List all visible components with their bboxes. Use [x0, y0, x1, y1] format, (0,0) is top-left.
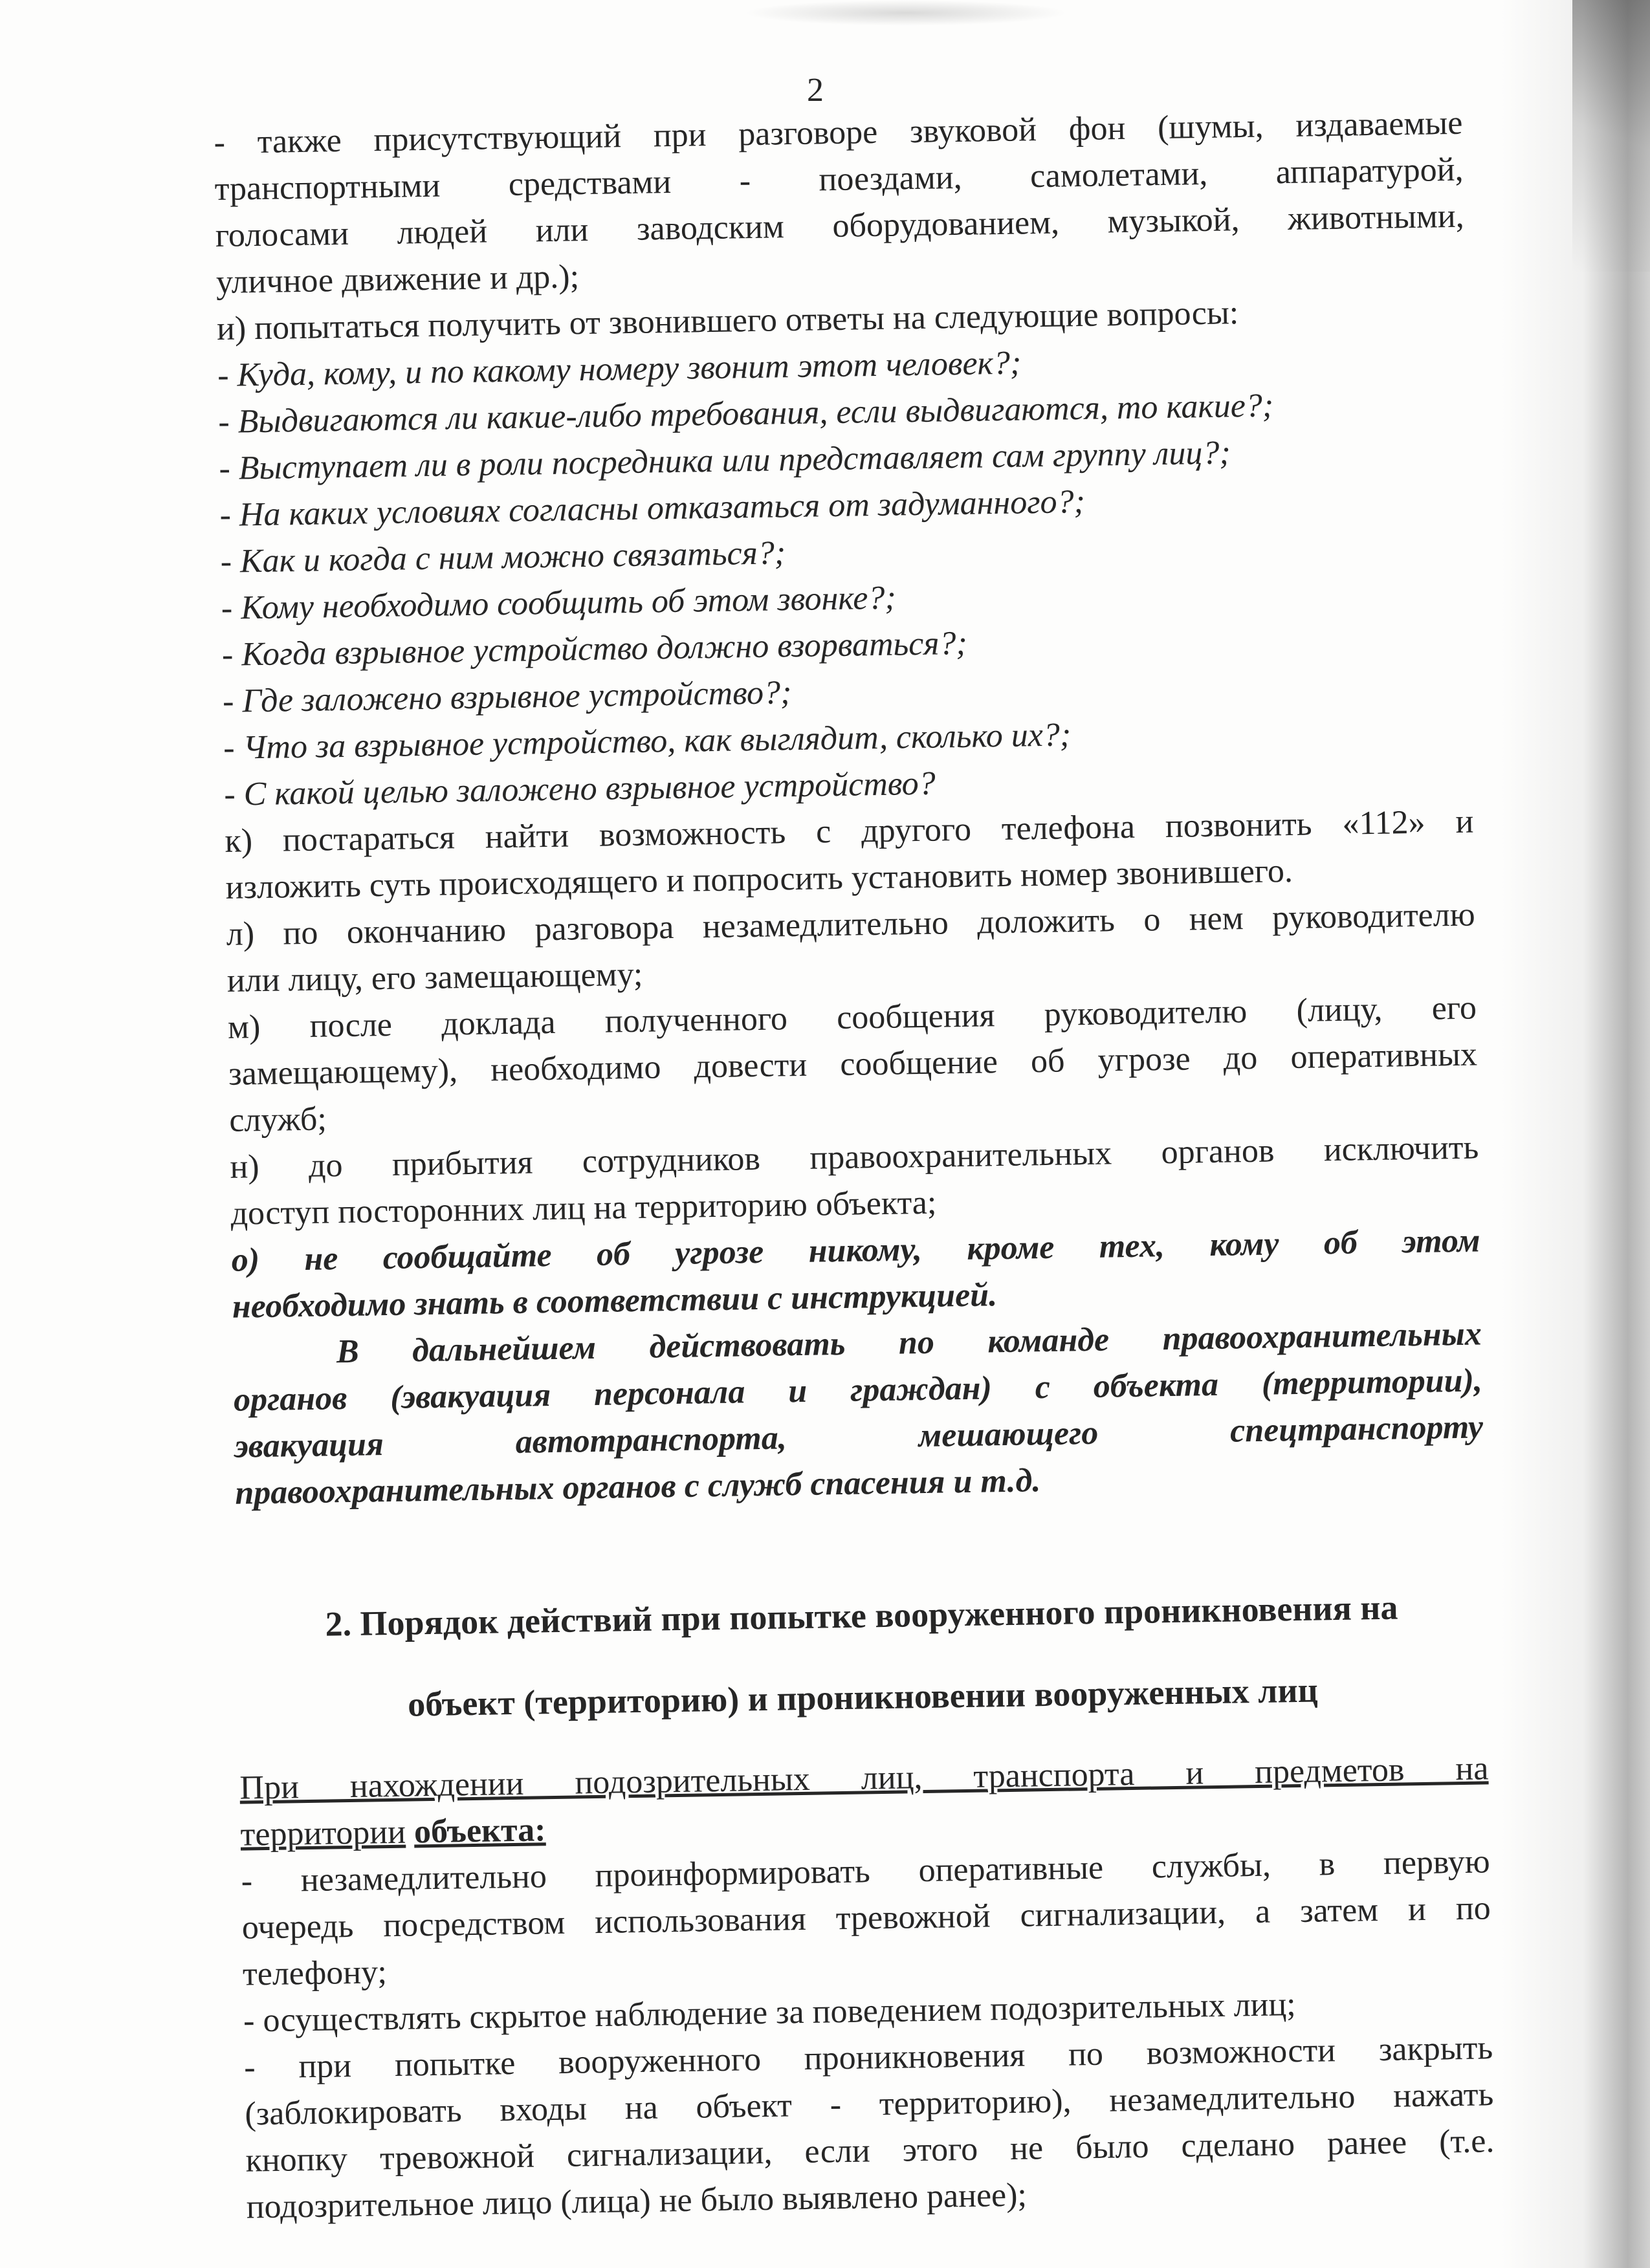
subheading-bold: объекта: — [413, 1811, 546, 1851]
question-item: - Выступает ли в роли посредника или представляет сам группу лиц?; — [219, 434, 1231, 487]
paragraph-line: эвакуация автотранспорта, мешающего спецтранспорту — [234, 1408, 1484, 1465]
paragraph-line: правоохранительных органов с служб спасения и т.д. — [234, 1462, 1041, 1512]
question-item: - Где заложено взрывное устройство?; — [222, 674, 792, 720]
section-title: объект (территорию) и проникновении вооруженных лиц — [407, 1670, 1319, 1724]
subheading-line: При нахождении подозрительных лиц, транспорта и предметов на — [239, 1750, 1489, 1807]
question-item: - Что за взрывное устройство, как выглядит, сколько их?; — [223, 716, 1072, 767]
scan-edge-shadow — [1501, 0, 1650, 2268]
text-line: н) до прибытия сотрудников правоохранительных органов исключить — [229, 1129, 1479, 1186]
question-item: - На каких условиях согласны отказаться от задуманного?; — [219, 483, 1086, 534]
text-line: - также присутствующий при разговоре звуковой фон (шумы, издаваемые — [214, 104, 1463, 161]
text-line: очередь посредством использования тревожной сигнализации, а затем и по — [241, 1890, 1491, 1946]
document-body — [214, 100, 1495, 2231]
text-line: транспортными средствами - поездами, самолетами, аппаратурой, — [214, 151, 1464, 208]
text-line: уличное движение и др.); — [215, 258, 580, 301]
text-line: м) после доклада полученного сообщения руководителю (лицу, его — [227, 989, 1477, 1046]
text-line: - при попытке вооруженного проникновения по возможности закрыть — [243, 2029, 1493, 2086]
bold-instruction-line: о) не сообщайте об угрозе никому, кроме тех, кому об этом — [231, 1222, 1480, 1279]
text-line: л) по окончанию разговора незамедлительно доложить о нем руководителю — [226, 896, 1475, 953]
text-line: - осуществлять скрытое наблюдение за поведением подозрительных лиц; — [243, 1986, 1297, 2040]
scan-edge-fold — [1572, 0, 1650, 272]
text-line: голосами людей или заводским оборудованием, музыкой, животными, — [215, 197, 1465, 254]
text-line: подозрительное лицо (лица) не было выявлено ранее); — [246, 2176, 1028, 2226]
section-title: 2. Порядок действий при попытке вооруженного проникновения на — [325, 1587, 1398, 1644]
text-line: и) попытаться получить от звонившего ответы на следующие вопросы: — [216, 294, 1239, 347]
text-line: или лицу, его замещающему; — [226, 955, 643, 999]
text-line: служб; — [228, 1100, 327, 1139]
question-item: - С какой целью заложено взрывное устройство? — [223, 765, 936, 813]
text-line: доступ посторонних лиц на территорию объекта; — [230, 1184, 937, 1232]
paragraph-line: органов (эвакуация персонала и граждан) с объекта (территории), — [233, 1362, 1483, 1419]
text-line: (заблокировать входы на объект - территорию), незамедлительно нажать — [244, 2076, 1494, 2133]
question-item: - Кому необходимо сообщить об этом звонке?; — [221, 579, 897, 627]
text-line: изложить суть происходящего и попросить установить номер звонившего. — [225, 852, 1293, 906]
text-line: телефону; — [242, 1954, 388, 1993]
question-item: - Куда, кому, и по какому номеру звонит этот человек?; — [217, 344, 1022, 394]
paragraph-line: В дальнейшем действовать по команде правоохранительных — [336, 1315, 1482, 1371]
question-item: - Когда взрывное устройство должно взорваться?; — [221, 624, 968, 673]
text-line: к) постараться найти возможность с другого телефона позвонить «112» и — [225, 803, 1474, 860]
page-number: 2 — [807, 72, 824, 109]
subheading-underlined: территории — [240, 1813, 406, 1853]
text-line: - незамедлительно проинформировать оперативные службы, в первую — [241, 1843, 1490, 1900]
text-line: замещающему), необходимо довести сообщение об угрозе до оперативных — [228, 1036, 1478, 1093]
scan-smudge — [744, 0, 1068, 26]
text-line: кнопку тревожной сигнализации, если этого не было сделано ранее (т.е. — [245, 2122, 1495, 2179]
question-item: - Выдвигаются ли какие-либо требования, если выдвигаются, то какие?; — [217, 387, 1274, 441]
question-item: - Как и когда с ним можно связаться?; — [220, 534, 786, 580]
bold-instruction-line: необходимо знать в соответствии с инструкцией. — [232, 1276, 998, 1325]
